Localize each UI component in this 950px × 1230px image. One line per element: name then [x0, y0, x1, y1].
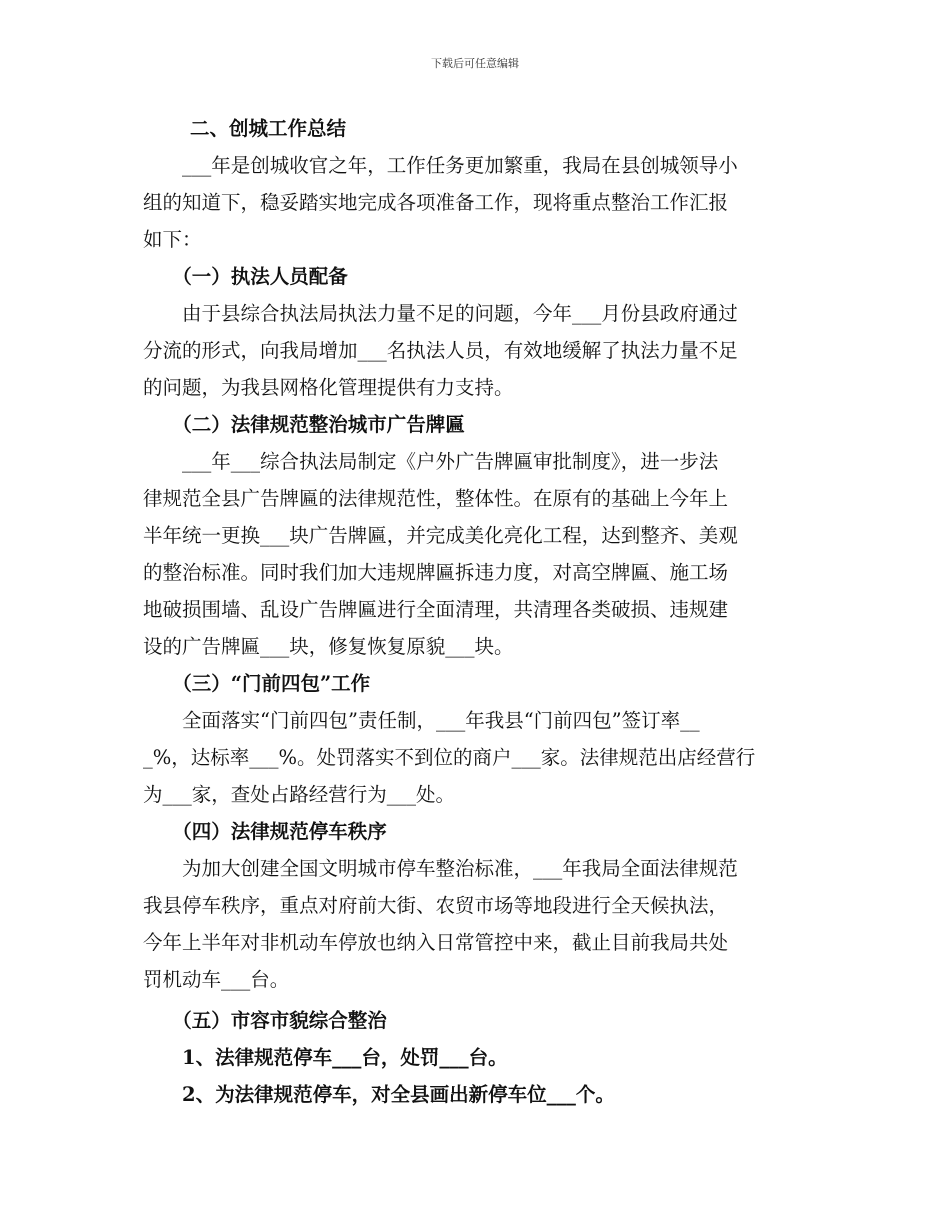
- document-body: [143, 110, 810, 1113]
- subsection-title-5: （五）市容市貌综合整治: [143, 1009, 387, 1032]
- paragraph-line: ___年___综合执法局制定《户外广告牌匾审批制度》，进一步法: [143, 450, 719, 473]
- paragraph-line: 的整治标准。同时我们加大违规牌匾拆违力度，对高空牌匾、施工场: [143, 561, 729, 584]
- subsection-title-4: （四）法律规范停车秩序: [143, 820, 387, 843]
- list-item: 2、为法律规范停车，对全县画出新停车位___个。: [143, 1083, 615, 1106]
- paragraph-line: 如下：: [143, 228, 202, 251]
- subsection-title-1: （一）执法人员配备: [143, 265, 348, 288]
- section-title: 二、创城工作总结: [190, 117, 347, 140]
- paragraph-line: ___年是创城收官之年，工作任务更加繁重，我局在县创城领导小: [143, 154, 738, 177]
- list-item: 1、法律规范停车___台，处罚___台。: [143, 1046, 508, 1069]
- subsection-title-2: （二）法律规范整治城市广告牌匾: [143, 413, 465, 436]
- paragraph-line: 的问题，为我县网格化管理提供有力支持。: [143, 376, 514, 399]
- paragraph-line: 罚机动车___台。: [143, 968, 290, 991]
- paragraph-line: 分流的形式，向我局增加___名执法人员，有效地缓解了执法力量不足: [143, 339, 738, 362]
- paragraph-line: 全面落实“门前四包”责任制，___年我县“门前四包”签订率__: [143, 709, 700, 732]
- paragraph-line: 律规范全县广告牌匾的法律规范性，整体性。在原有的基础上今年上: [143, 487, 729, 510]
- paragraph-line: 地破损围墙、乱设广告牌匾进行全面清理，共清理各类破损、违规建: [143, 598, 729, 621]
- paragraph-line: 设的广告牌匾___块，修复恢复原貌___块。: [143, 635, 514, 658]
- paragraph-line: 为___家，查处占路经营行为___处。: [143, 783, 456, 806]
- paragraph-line: 组的知道下，稳妥踏实地完成各项准备工作，现将重点整治工作汇报: [143, 191, 729, 214]
- paragraph-line: 由于县综合执法局执法力量不足的问题，今年___月份县政府通过: [143, 302, 738, 325]
- paragraph-line: _%，达标率___%。处罚落实不到位的商户___家。法律规范出店经营行: [143, 746, 756, 769]
- subsection-title-3: （三）“门前四包”工作: [143, 672, 371, 695]
- paragraph-line: 为加大创建全国文明城市停车整治标准，___年我局全面法律规范: [143, 857, 738, 880]
- paragraph-line: 半年统一更换___块广告牌匾，并完成美化亮化工程，达到整齐、美观: [143, 524, 738, 547]
- paragraph-line: 今年上半年对非机动车停放也纳入日常管控中来，截止目前我局共处: [143, 931, 729, 954]
- page-header: 下载后可任意编辑: [431, 57, 519, 70]
- paragraph-line: 我县停车秩序，重点对府前大街、农贸市场等地段进行全天候执法，: [143, 894, 729, 917]
